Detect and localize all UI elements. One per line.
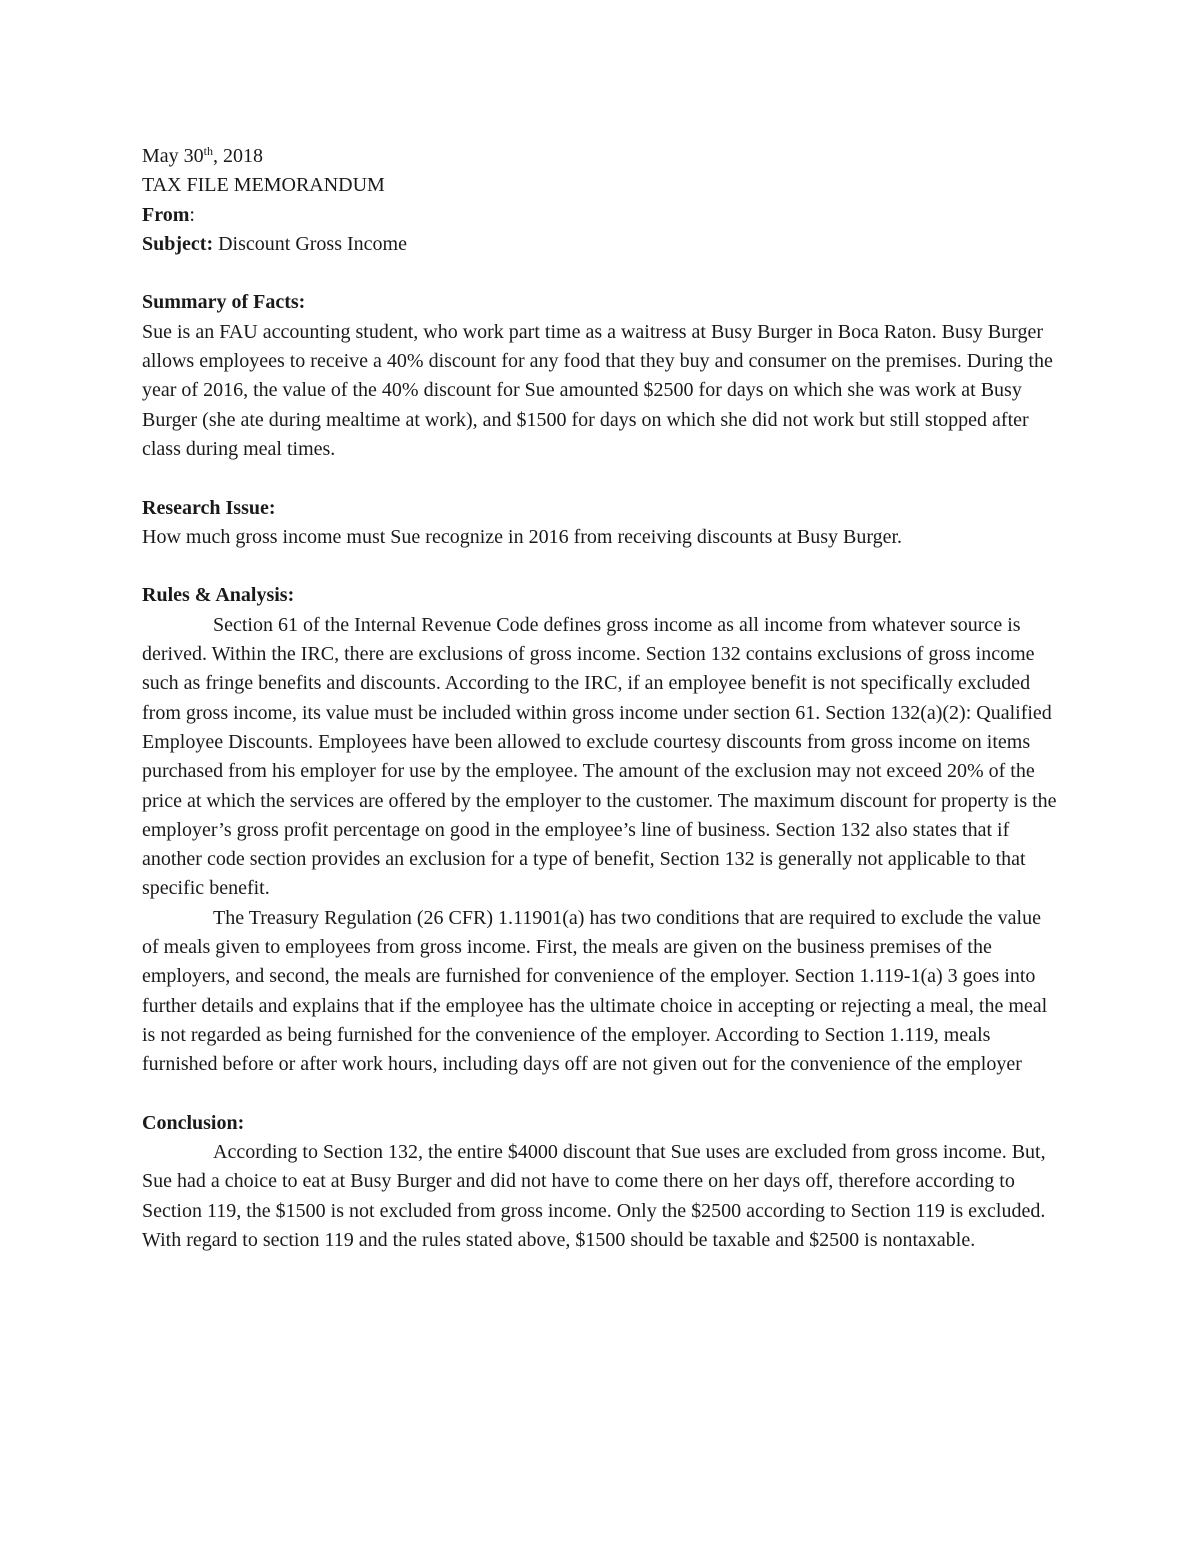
summary-heading: Summary of Facts: — [142, 291, 306, 314]
summary-text: Sue is an FAU accounting student, who work part time as a waitress at Busy Burger in Boca Raton. Busy Burger allows employees to receive a 40% discount for any food that they buy and consumer on the premises. During the year of 2016, the value of the 40% discount for Sue amounted $2500 for days on which she was work at Busy Burger (she ate during mealtime at work), and $1500 for days on which she did not work but still stopped after class during meal times. — [142, 320, 1053, 460]
memo-from-line — [142, 201, 1057, 230]
memo-date-year: , 2018 — [213, 145, 264, 167]
memo-date-suffix: th — [203, 144, 214, 158]
issue-heading: Research Issue: — [142, 496, 276, 519]
memo-date-day: May 30 — [142, 145, 204, 167]
issue-text: How much gross income must Sue recognize in 2016 from receiving discounts at Busy Burger. — [142, 525, 903, 548]
rules-paragraph-1: Section 61 of the Internal Revenue Code defines gross income as all income from whatever source is derived. Within the IRC, there are exclusions of gross income. Section 132 contains exclusions of gross income such as fringe benefits and discounts. According to the IRC, if an employee benefit is not specifically excluded from gross income, its value must be included within gross income under section 61. Section 132(a)(2): Qualified Employee Discounts. Employees have been allowed to exclude courtesy discounts from gross income on items purchased from his employer for use by the employee. The amount of the exclusion may not exceed 20% of the price at which the services are offered by the employer to the customer. The maximum discount for property is the employer’s gross profit percentage on good in the employee’s line of business. Section 132 also states that if another code section provides an exclusion for a type of benefit, Section 132 is generally not applicable to that specific benefit. — [142, 613, 1057, 900]
memo-subject-line — [142, 230, 1057, 259]
memo-doc-type: TAX FILE MEMORANDUM — [142, 174, 385, 197]
memo-subject-label: Subject: — [142, 232, 214, 255]
conclusion-heading: Conclusion: — [142, 1111, 245, 1134]
memo-date — [142, 142, 1057, 171]
memo-subject-value: Discount Gross Income — [213, 232, 407, 255]
conclusion-text: According to Section 132, the entire $4000 discount that Sue uses are excluded from gross income. But, Sue had a choice to eat at Busy Burger and did not have to come there on her days off, therefore according to Section 119, the $1500 is not excluded from gross income. Only the $2500 according to Section 119 is excluded. With regard to section 119 and the rules stated above, $1500 should be taxable and $2500 is nontaxable. — [142, 1141, 1046, 1251]
spacer — [142, 1080, 1057, 1109]
memo-body — [142, 142, 1057, 1255]
memo-from-colon: : — [189, 203, 195, 226]
spacer — [142, 259, 1057, 288]
rules-paragraph-2: The Treasury Regulation (26 CFR) 1.11901(a) has two conditions that are required to exclude the value of meals given to employees from gross income. First, the meals are given on the business premises of the employers, and second, the meals are furnished for convenience of the employer. Section 1.119-1(a) 3 goes into further details and explains that if the employee has the ultimate choice in accepting or rejecting a meal, the meal is not regarded as being furnished for the convenience of the employer. According to Section 1.119, meals furnished before or after work hours, including days off are not given out for the convenience of the employer — [142, 906, 1048, 1076]
rules-heading: Rules & Analysis: — [142, 584, 295, 607]
spacer — [142, 464, 1057, 493]
memo-from-label: From — [142, 203, 190, 226]
spacer — [142, 552, 1057, 581]
